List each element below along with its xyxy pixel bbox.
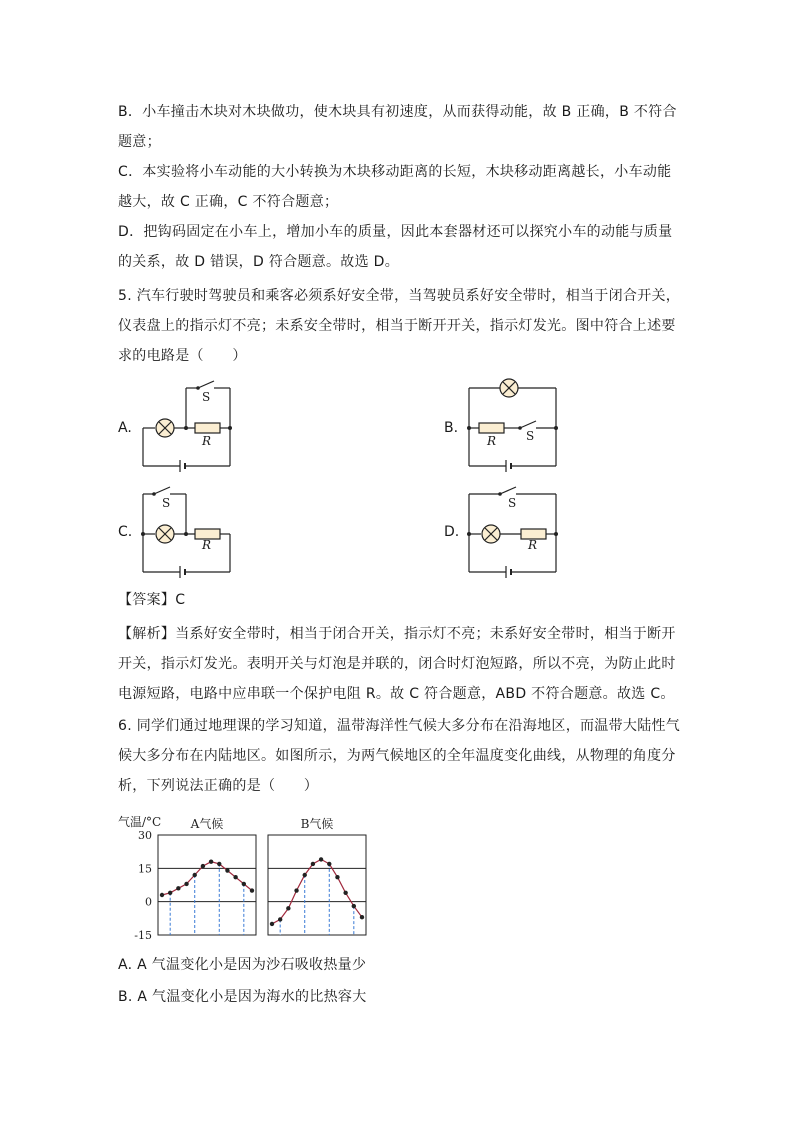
option-d-label: D. [444, 524, 460, 540]
data-point [352, 904, 356, 908]
switch-label: S [526, 429, 535, 443]
question-5-stem: 求的电路是（ ） [118, 348, 247, 364]
data-point [294, 888, 298, 892]
resistor-label: R [528, 538, 538, 552]
option-b-text: B. A 气温变化小是因为海水的比热容大 [118, 989, 367, 1005]
analysis-line: 电源短路，电路中应串联一个保护电阻 R。故 C 符合题意，ABD 不符合题意。故选 C。 [118, 686, 675, 702]
data-point [303, 873, 307, 877]
data-point [270, 922, 274, 926]
resistor-label: R [202, 434, 212, 448]
resistor-label: R [487, 434, 497, 448]
data-point [193, 873, 197, 877]
data-point [319, 857, 323, 861]
data-point [242, 882, 246, 886]
chart-title: A气候 [190, 817, 224, 831]
data-point [278, 917, 282, 921]
temperature-charts [112, 812, 382, 942]
text-line: 的关系，故 D 错误，D 符合题意。故选 D。 [118, 254, 400, 270]
data-point [250, 888, 254, 892]
data-point [225, 868, 229, 872]
text-line: C．本实验将小车动能的大小转换为木块移动距离的长短，木块移动距离越长，小车动能 [118, 164, 672, 180]
data-point [217, 862, 221, 866]
data-point [327, 862, 331, 866]
chart-title: B气候 [300, 817, 334, 831]
data-point [286, 906, 290, 910]
question-5-stem: 5. 汽车行驶时驾驶员和乘客必须系好安全带，当驾驶员系好安全带时，相当于闭合开关， [118, 288, 681, 304]
plot-frame [268, 835, 366, 935]
data-point [184, 882, 188, 886]
text-line: D．把钩码固定在小车上，增加小车的质量，因此本套器材还可以探究小车的动能与质量 [118, 224, 673, 240]
option-a-label: A. [118, 420, 132, 436]
resistor-label: R [202, 538, 212, 552]
circuit-c-diagram [138, 484, 238, 579]
data-point [160, 893, 164, 897]
data-point [335, 875, 339, 879]
data-point [360, 915, 364, 919]
question-5-stem: 仪表盘上的指示灯不亮；未系安全带时，相当于断开开关，指示灯发光。图中符合上述要 [118, 318, 676, 334]
option-a-text: A. A 气温变化小是因为沙石吸收热量少 [118, 957, 367, 973]
answer-line: 【答案】C [118, 592, 186, 608]
question-6-stem: 候大多分布在内陆地区。如图所示，为两气候地区的全年温度变化曲线，从物理的角度分 [118, 748, 676, 764]
plot-frame [158, 835, 256, 935]
y-tick-label: 30 [138, 829, 152, 842]
data-point [233, 875, 237, 879]
temperature-charts-svg [112, 812, 382, 942]
option-b-label: B. [444, 420, 459, 436]
y-axis-label: 气温/°C [118, 815, 162, 829]
y-tick-label: 0 [145, 895, 152, 909]
circuit-b-diagram [464, 378, 564, 473]
y-tick-label: -15 [134, 929, 152, 942]
data-point [201, 864, 205, 868]
switch-label: S [162, 496, 171, 510]
analysis-line: 【解析】当系好安全带时，相当于闭合开关，指示灯不亮；未系好安全带时，相当于断开 [118, 626, 676, 642]
text-line: 越大，故 C 正确，C 不符合题意； [118, 194, 339, 210]
question-6-stem: 6. 同学们通过地理课的学习知道，温带海洋性气候大多分布在沿海地区，而温带大陆性气 [118, 718, 681, 734]
data-point [176, 886, 180, 890]
switch-label: S [202, 390, 211, 404]
switch-label: S [508, 496, 517, 510]
y-tick-label: 15 [138, 862, 152, 876]
analysis-line: 开关，指示灯发光。表明开关与灯泡是并联的，闭合时灯泡短路，所以不亮，为防止此时 [118, 656, 676, 672]
question-6-stem: 析，下列说法正确的是（ ） [118, 778, 319, 794]
text-line: B．小车撞击木块对木块做功，使木块具有初速度，从而获得动能，故 B 正确，B 不符合 [118, 104, 677, 120]
data-point [168, 891, 172, 895]
temperature-line [162, 862, 252, 895]
option-c-label: C. [118, 524, 133, 540]
data-point [209, 859, 213, 863]
circuit-a-diagram [138, 378, 238, 473]
data-point [343, 891, 347, 895]
temperature-line [272, 859, 362, 924]
data-point [311, 862, 315, 866]
text-line: 题意； [118, 134, 161, 150]
